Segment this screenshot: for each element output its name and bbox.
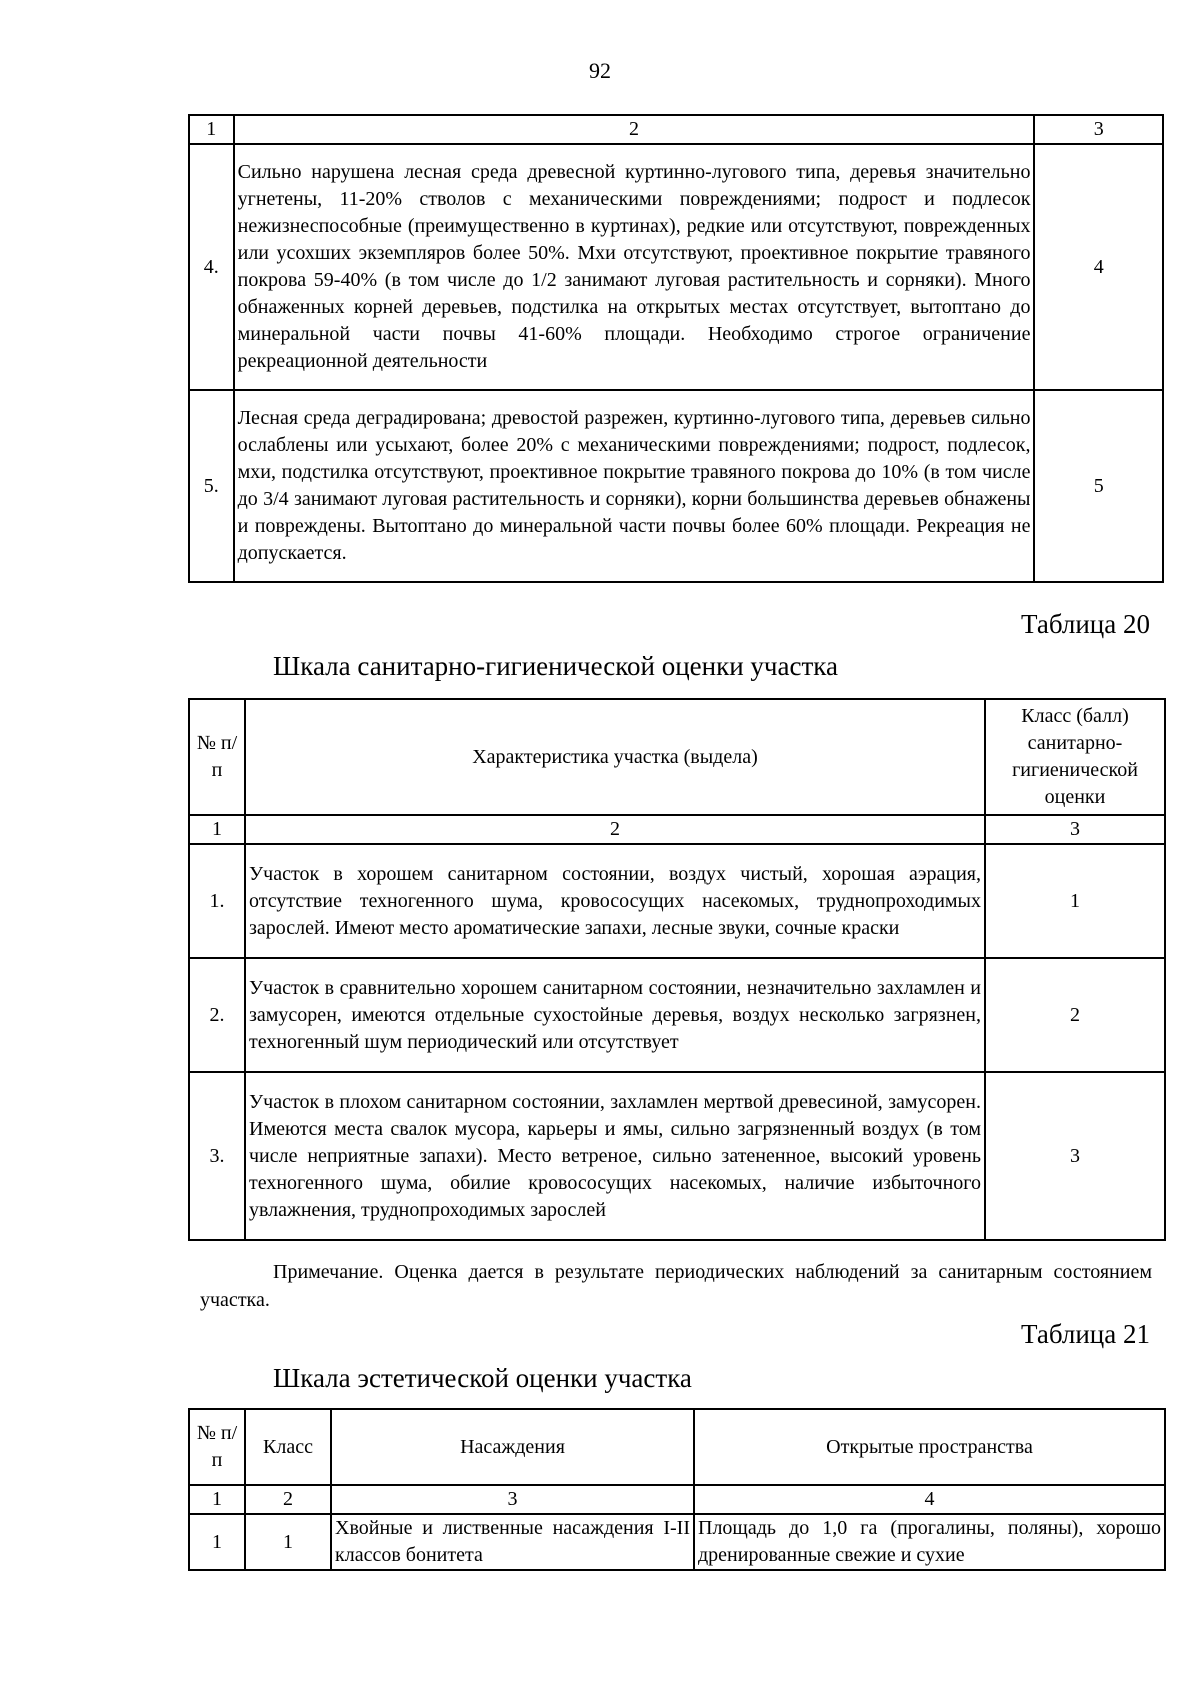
row-open-spaces: Площадь до 1,0 га (прогалины, поляны), хорошо дренированные свежие и сухие bbox=[694, 1514, 1165, 1570]
table-header-row bbox=[189, 1409, 1165, 1485]
row-score: 4 bbox=[1034, 144, 1163, 390]
row-score: 1 bbox=[985, 844, 1165, 958]
column-number-row bbox=[189, 115, 1163, 144]
table-row bbox=[189, 1514, 1165, 1570]
page-number: 92 bbox=[589, 58, 611, 83]
row-score: 5 bbox=[1034, 390, 1163, 582]
column-number: 3 bbox=[985, 815, 1165, 844]
row-number: 4. bbox=[189, 144, 234, 390]
table-row bbox=[189, 144, 1163, 390]
header-num: № п/п bbox=[189, 1409, 245, 1485]
row-number: 5. bbox=[189, 390, 234, 582]
table-20-title: Шкала санитарно-гигиенической оценки участка bbox=[273, 651, 838, 681]
row-description: Участок в хорошем санитарном состоянии, воздух чистый, хорошая аэрация, отсутствие техногенного шума, кровососущих насекомых, труднопроходимых зарослей. Имеют место ароматические запахи, лесные звуки, сочные краски bbox=[245, 844, 985, 958]
aesthetic-table bbox=[188, 1408, 1166, 1571]
row-description: Сильно нарушена лесная среда древесной куртинно-лугового типа, деревья значительно угнетены, 11-20% стволов с механическими повреждениями; подрост и подлесок нежизнеспособные (преимущественно в куртинах), редкие или отсутствуют, поврежденных или усохших экземпляров более 50%. Мхи отсутствуют, проективное покрытие травяного покрова 59-40% (в том числе до 1/2 занимают луговая растительность и сорняки). Много обнаженных корней деревьев, подстилка на открытых местах отсутствует, вытоптано до минеральной части почвы 41-60% площади. Необходимо строгое ограничение рекреационной деятельности bbox=[234, 144, 1035, 390]
column-number: 3 bbox=[331, 1485, 694, 1514]
table-20-caption: Таблица 20 bbox=[1021, 609, 1150, 639]
row-class: 1 bbox=[245, 1514, 331, 1570]
header-class: Класс bbox=[245, 1409, 331, 1485]
column-number-row bbox=[189, 815, 1165, 844]
table-row bbox=[189, 958, 1165, 1072]
column-number: 1 bbox=[189, 1485, 245, 1514]
row-description: Участок в плохом санитарном состоянии, захламлен мертвой древесиной, замусорен. Имеются места свалок мусора, карьеры и ямы, сильно загрязненный воздух (в том числе неприятные запахи). Место ветреное, сильно затененное, высокий уровень техногенного шума, обилие кровососущих насекомых, наличие избыточного увлажнения, труднопроходимых зарослей bbox=[245, 1072, 985, 1240]
table-21-title: Шкала эстетической оценки участка bbox=[273, 1363, 692, 1393]
row-score: 2 bbox=[985, 958, 1165, 1072]
table-20-note: Примечание. Оценка дается в результате периодических наблюдений за санитарным состоянием участка. bbox=[200, 1261, 1152, 1311]
row-description: Участок в сравнительно хорошем санитарном состоянии, незначительно захламлен и замусорен, имеются отдельные сухостойные деревья, воздух несколько загрязнен, техногенный шум периодический или отсутствует bbox=[245, 958, 985, 1072]
sanitary-hygienic-table bbox=[188, 698, 1166, 1241]
row-plantings: Хвойные и лиственные насаждения I-II классов бонитета bbox=[331, 1514, 694, 1570]
column-number: 2 bbox=[245, 1485, 331, 1514]
column-number-row bbox=[189, 1485, 1165, 1514]
row-number: 1 bbox=[189, 1514, 245, 1570]
column-number: 1 bbox=[189, 815, 245, 844]
column-number: 2 bbox=[245, 815, 985, 844]
column-number: 1 bbox=[189, 115, 234, 144]
row-number: 3. bbox=[189, 1072, 245, 1240]
row-number: 2. bbox=[189, 958, 245, 1072]
header-num: № п/п bbox=[189, 699, 245, 815]
continued-table bbox=[188, 114, 1164, 583]
row-number: 1. bbox=[189, 844, 245, 958]
column-number: 4 bbox=[694, 1485, 1165, 1514]
table-row bbox=[189, 390, 1163, 582]
table-header-row bbox=[189, 699, 1165, 815]
table-21-caption: Таблица 21 bbox=[1021, 1319, 1150, 1349]
header-class: Класс (балл) санитарно-гигиенической оценки bbox=[985, 699, 1165, 815]
table-row bbox=[189, 1072, 1165, 1240]
header-characteristic: Характеристика участка (выдела) bbox=[245, 699, 985, 815]
row-score: 3 bbox=[985, 1072, 1165, 1240]
header-open-spaces: Открытые пространства bbox=[694, 1409, 1165, 1485]
column-number: 3 bbox=[1034, 115, 1163, 144]
header-plantings: Насаждения bbox=[331, 1409, 694, 1485]
row-description: Лесная среда деградирована; древостой разрежен, куртинно-лугового типа, деревьев сильно ослаблены или усыхают, более 20% с механическими повреждениями; подрост, подлесок, мхи, подстилка отсутствуют, проективное покрытие травяного покрова до 10% (в том числе до 3/4 занимают луговая растительность и сорняки), корни большинства деревьев обнажены и повреждены. Вытоптано до минеральной части почвы более 60% площади. Рекреация не допускается. bbox=[234, 390, 1035, 582]
column-number: 2 bbox=[234, 115, 1035, 144]
table-row bbox=[189, 844, 1165, 958]
